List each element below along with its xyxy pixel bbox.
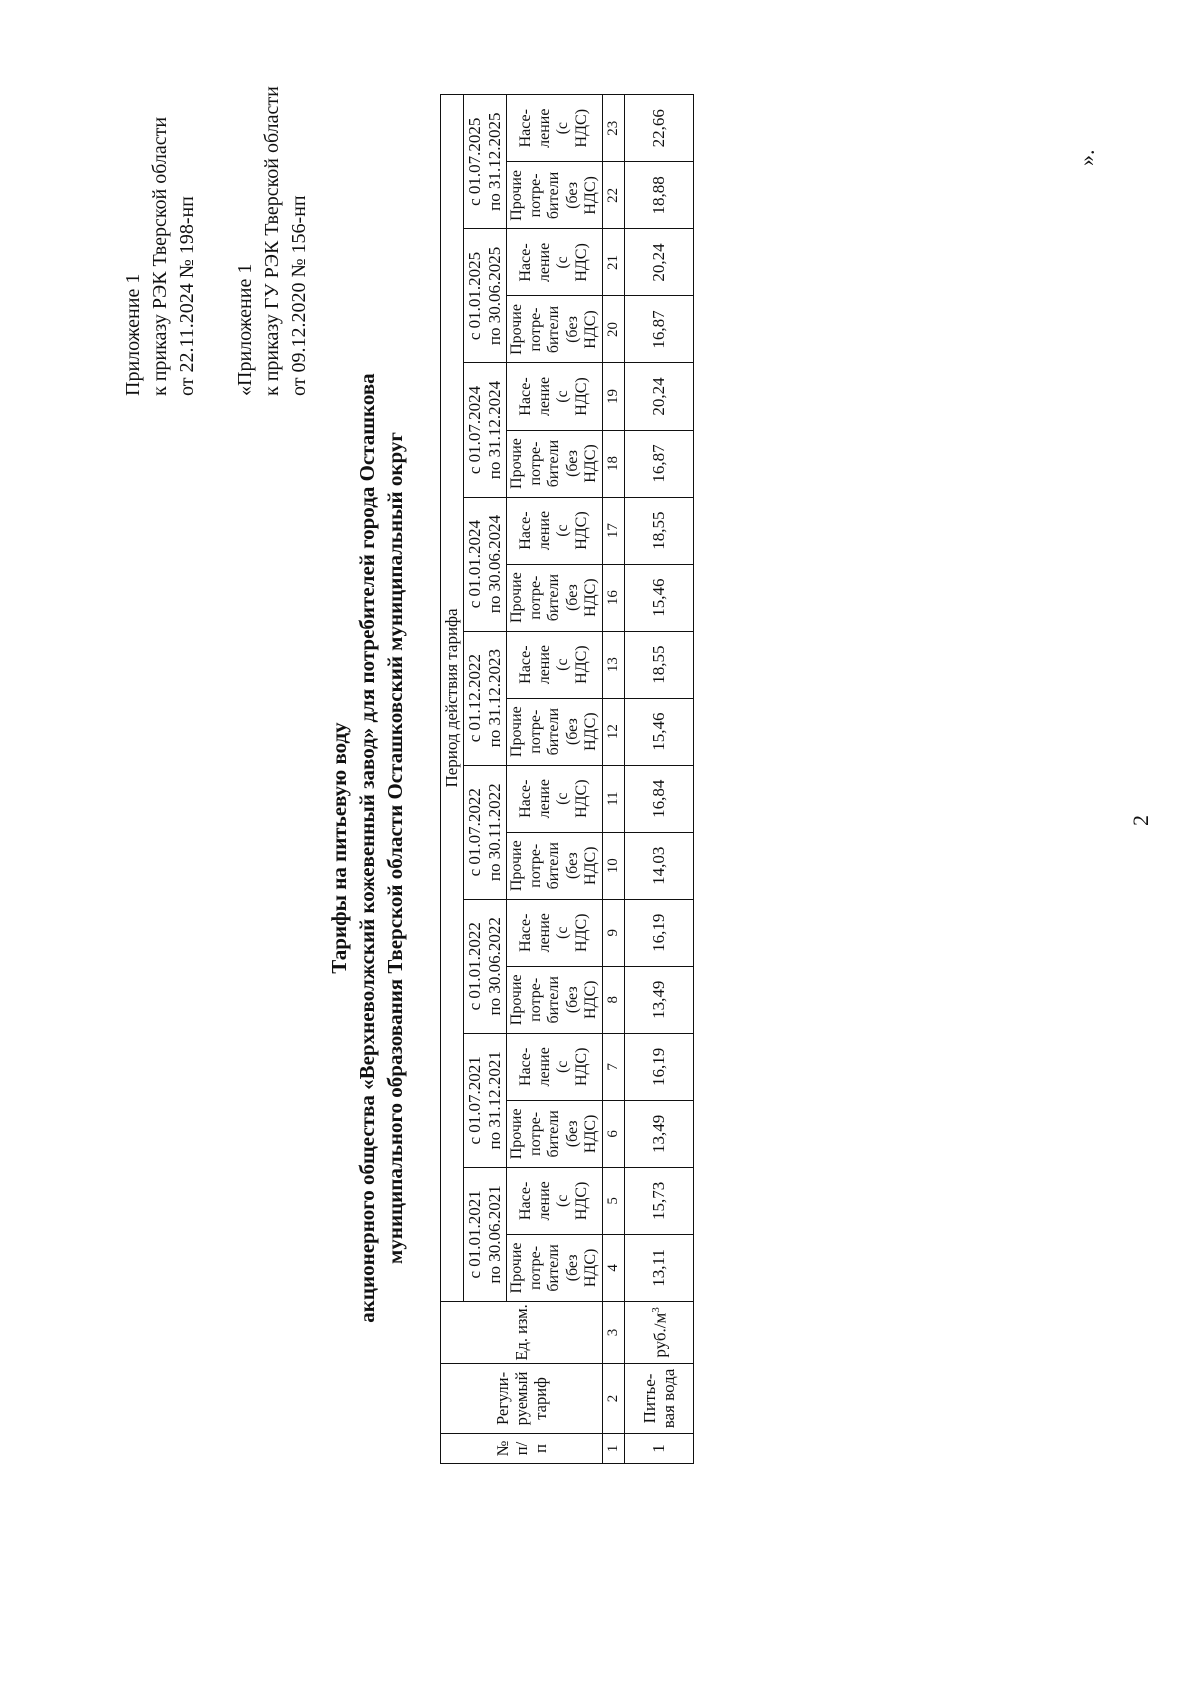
header-regulated-tariff: Регули-руемый тариф [441,1363,603,1433]
header-consumer-line: Прочие [508,974,525,1026]
header-consumer-line: НДС) [572,511,590,550]
tariff-value-cell: 20,24 [624,363,693,430]
header-number-line: п [530,1444,550,1453]
period-from: с 01.07.2025 [465,117,484,206]
column-number-cell: 5 [602,1167,624,1234]
header-period: Период действия тарифа [441,95,464,1302]
period-from: с 01.01.2021 [465,1190,484,1279]
period-from: с 01.01.2024 [465,519,484,609]
header-consumer-line: (без [563,718,581,746]
column-number-cell: 1 [602,1433,624,1463]
header-consumer-line: бители [545,707,562,756]
column-number-cell: 16 [602,564,624,631]
header-consumer-line: Прочие [508,706,525,758]
tariff-value-cell: 15,73 [624,1167,693,1234]
header-consumer-line: Насе- [517,779,535,818]
period-header-cell [464,95,507,229]
appendix-line: к приказу РЭК Тверской области [149,116,171,396]
header-consumer-line: (без [563,584,581,612]
header-consumer-line: (с [554,792,572,805]
header-population [507,95,603,162]
header-consumer-line: бители [545,573,562,622]
header-other-consumers [507,564,603,631]
tariff-value-cell: 13,11 [624,1234,693,1301]
header-consumer-line: НДС) [582,1248,599,1288]
tariff-value-cell: 13,49 [624,1100,693,1167]
period-from: с 01.07.2022 [465,788,484,877]
tariff-value-cell: 16,19 [624,1033,693,1100]
column-number-cell: 10 [602,832,624,899]
header-other-consumers [507,966,603,1033]
period-from: с 01.01.2025 [465,251,484,341]
header-consumer-line: НДС) [582,846,599,885]
header-consumer-line: Насе- [517,377,535,416]
period-from: с 01.12.2022 [465,654,484,743]
header-consumer-line: Прочие [508,572,525,624]
column-number-cell: 21 [602,229,624,296]
header-consumer-line: НДС) [582,310,599,349]
row-number: 1 [624,1433,693,1463]
column-number-cell: 3 [602,1301,624,1363]
header-other-consumers [507,162,603,229]
period-header-cell [464,899,507,1033]
header-population [507,229,603,296]
header-consumer-line: бители [545,842,562,890]
header-consumer-line: ление [535,108,553,148]
header-population [507,1167,603,1234]
period-header-cell [464,363,507,497]
header-consumer-line: НДС) [572,913,590,952]
header-consumer-line: потре- [526,1245,544,1290]
tariff-value-cell: 14,03 [624,832,693,899]
header-consumer-line: бители [545,171,562,220]
table-row [624,95,693,1464]
column-number-cell: 23 [602,95,624,162]
header-consumer-line: НДС) [582,444,599,483]
appendix-reference-new [120,117,201,396]
column-number-cell: 6 [602,1100,624,1167]
header-consumer-line: (с [554,1060,572,1074]
header-consumer-line: Прочие [508,1242,525,1294]
header-consumer-line: ление [535,644,553,685]
header-consumer-line: НДС) [572,779,590,818]
column-number-cell: 12 [602,698,624,765]
period-to: по 31.12.2021 [485,1051,504,1150]
header-consumer-line: потре- [526,575,544,620]
header-consumer-line: ление [535,242,553,283]
period-to: по 31.12.2023 [485,648,504,748]
header-consumer-line: (с [554,658,572,671]
header-consumer-line: НДС) [572,108,590,148]
header-population [507,765,603,832]
column-number-cell: 22 [602,162,624,229]
header-consumer-line: (без [563,181,581,209]
row-unit-text: руб./м [650,1312,670,1358]
header-consumer-line: НДС) [582,980,599,1020]
tariff-value-cell: 22,66 [624,95,693,162]
column-number-cell: 4 [602,1234,624,1301]
header-population [507,631,603,698]
header-consumer-line: Насе- [517,511,535,550]
tariff-value-cell: 20,24 [624,229,693,296]
page-number: 2 [1128,815,1153,826]
period-to: по 30.06.2025 [485,246,504,346]
header-number-line: п/ [511,1441,531,1456]
appendix-line: к приказу ГУ РЭК Тверской области [261,86,283,396]
header-consumer-line: (без [563,1254,581,1282]
header-row-consumers [507,95,603,1464]
tariff-value-cell: 16,19 [624,899,693,966]
header-consumer-line: бители [545,439,562,488]
header-consumer-line: ление [535,376,553,417]
appendix-line: Приложение 1 [122,273,144,396]
header-consumer-line: (без [563,316,581,343]
header-population [507,363,603,430]
header-consumer-line: Прочие [508,840,525,892]
title-line: муниципального образования Тверской области Осташковский муниципальный округ [383,432,407,1264]
header-consumer-line: Насе- [517,1047,535,1087]
header-consumer-line: ление [535,1047,553,1087]
header-consumer-line: ление [535,913,553,953]
header-number [441,1433,603,1463]
header-consumer-line: НДС) [572,645,590,684]
column-number-cell: 18 [602,430,624,497]
header-unit: Ед. изм. [441,1301,603,1363]
column-number-cell: 7 [602,1033,624,1100]
column-number-cell: 11 [602,765,624,832]
header-consumer-line: (с [554,926,572,939]
period-to: по 31.12.2025 [485,112,504,211]
appendix-reference-old [232,86,313,396]
title-line: акционерного общества «Верхневолжский кожевенный завод» для потребителей города Осташкова [355,373,379,1323]
column-number-cell: 2 [602,1363,624,1433]
column-number-cell: 13 [602,631,624,698]
period-from: с 01.07.2024 [465,385,484,475]
row-tariff-name: Питье-вая вода [624,1363,693,1433]
header-consumer-line: (с [554,390,572,403]
tariff-value-cell: 18,88 [624,162,693,229]
header-consumer-line: потре- [526,843,544,888]
header-consumer-line: Насе- [517,109,535,148]
header-consumer-line: потре- [526,173,544,218]
header-other-consumers [507,698,603,765]
header-consumer-line: ление [535,1181,553,1221]
header-consumer-line: Насе- [517,645,535,684]
tariff-value-cell: 16,87 [624,296,693,363]
header-consumer-line: Насе- [517,1181,535,1221]
tariff-value-cell: 18,55 [624,631,693,698]
header-other-consumers [507,296,603,363]
header-consumer-line: Прочие [508,169,525,221]
header-other-consumers [507,1100,603,1167]
header-consumer-line: (с [554,256,572,269]
header-consumer-line: НДС) [582,176,599,215]
header-consumer-line: (без [563,450,581,477]
header-population [507,497,603,564]
period-to: по 30.06.2021 [485,1185,504,1284]
row-unit [624,1301,693,1363]
header-consumer-line: Прочие [508,304,525,355]
header-consumer-line: Прочие [508,1108,525,1160]
period-header-cell [464,229,507,363]
tariff-table [440,94,694,1464]
header-consumer-line: Насе- [517,243,535,282]
tariff-value-cell: 13,49 [624,966,693,1033]
header-other-consumers [507,430,603,497]
header-consumer-line: бители [545,1110,562,1158]
header-consumer-line: НДС) [582,578,599,617]
header-consumer-line: ление [535,510,553,551]
column-number-cell: 8 [602,966,624,1033]
period-to: по 30.06.2022 [485,917,504,1016]
period-to: по 30.06.2024 [485,514,504,614]
header-consumer-line: (с [554,1194,572,1208]
document-title [325,160,409,1536]
header-other-consumers [507,1234,603,1301]
header-number-line: № [492,1440,512,1457]
header-consumer-line: потре- [526,977,544,1022]
header-consumer-line: потре- [526,1111,544,1156]
header-consumer-line: потре- [526,709,544,754]
header-consumer-line: бители [545,976,562,1024]
header-consumer-line: бители [545,305,562,354]
header-consumer-line: (с [554,524,572,537]
period-header-cell [464,1033,507,1167]
header-consumer-line: (с [554,121,572,135]
header-consumer-line: Насе- [517,913,535,952]
column-number-cell: 20 [602,296,624,363]
period-header-cell [464,1167,507,1301]
header-consumer-line: НДС) [572,1181,590,1221]
header-consumer-line: потре- [526,441,544,486]
column-number-cell: 9 [602,899,624,966]
header-consumer-line: бители [545,1244,562,1292]
header-consumer-line: НДС) [572,243,590,282]
header-other-consumers [507,832,603,899]
period-from: с 01.07.2021 [465,1056,484,1145]
closing-quote: ». [1074,149,1099,166]
tariff-value-cell: 16,87 [624,430,693,497]
header-consumer-line: Прочие [508,438,525,489]
header-consumer-line: (без [563,852,581,880]
column-number-row [602,95,624,1464]
header-consumer-line: НДС) [582,1114,599,1154]
appendix-line: от 22.11.2024 № 198-нп [176,196,198,396]
period-to: по 30.11.2022 [485,783,504,882]
header-row-period [441,95,464,1464]
column-number-cell: 19 [602,363,624,430]
header-consumer-line: (без [563,986,581,1014]
header-consumer-line: потре- [526,307,544,352]
period-to: по 31.12.2024 [485,380,504,480]
appendix-line: «Приложение 1 [234,263,256,396]
period-header-cell [464,631,507,765]
title-line: Тарифы на питьевую воду [327,722,351,974]
appendix-line: от 09.12.2020 № 156-нп [288,195,310,396]
tariff-value-cell: 16,84 [624,765,693,832]
tariff-value-cell: 18,55 [624,497,693,564]
period-from: с 01.01.2022 [465,922,484,1011]
header-consumer-line: ление [535,779,553,819]
column-number-cell: 17 [602,497,624,564]
period-header-cell [464,765,507,899]
header-consumer-line: НДС) [572,1047,590,1087]
header-population [507,899,603,966]
header-consumer-line: НДС) [582,712,599,751]
header-row-dates [464,95,507,1464]
header-population [507,1033,603,1100]
tariff-value-cell: 15,46 [624,564,693,631]
tariff-value-cell: 15,46 [624,698,693,765]
row-unit-superscript: 3 [650,1307,663,1313]
period-header-cell [464,497,507,631]
header-consumer-line: НДС) [572,377,590,416]
header-consumer-line: (без [563,1120,581,1148]
